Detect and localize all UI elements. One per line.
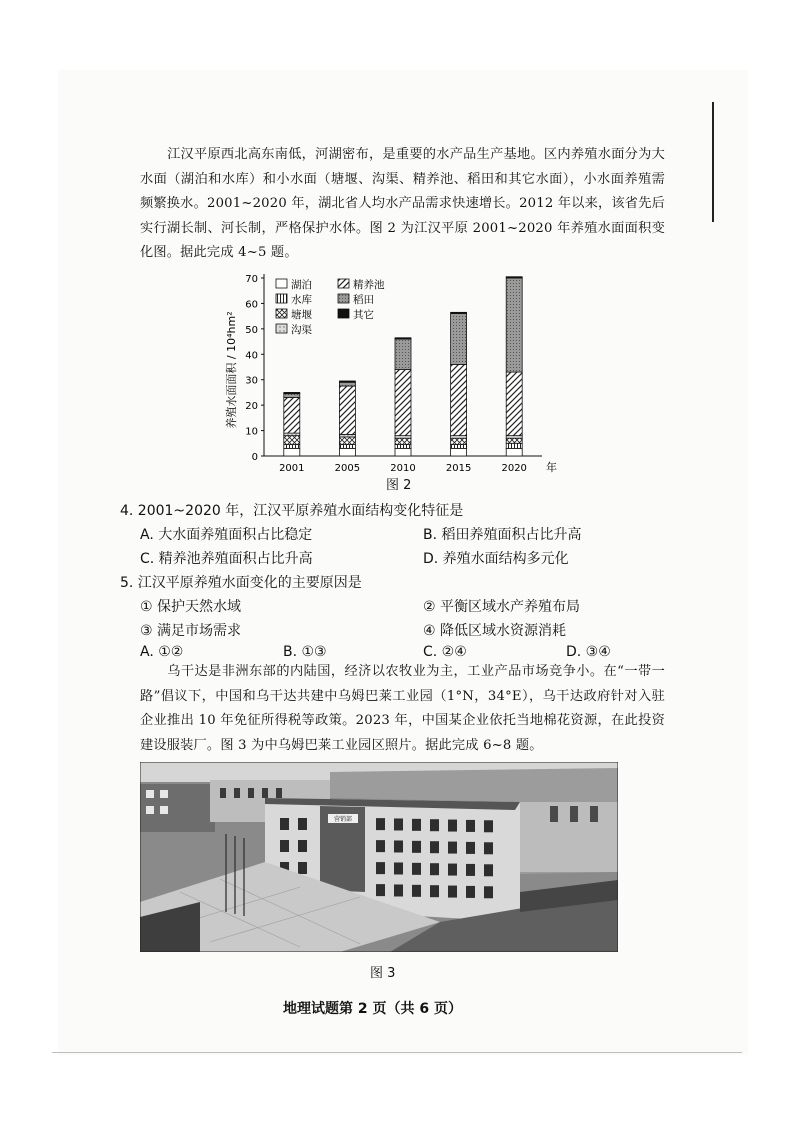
- building-window: [466, 820, 475, 832]
- q5-statement-3: ③ 满足市场需求: [140, 623, 242, 639]
- building-window: [394, 818, 403, 830]
- x-tick-label: 2010: [390, 463, 416, 474]
- bar-segment: [506, 438, 522, 443]
- building-window: [394, 884, 403, 896]
- bar-segment: [339, 445, 355, 449]
- bar-segment: [451, 438, 467, 444]
- bar-segment: [506, 443, 522, 448]
- q5-statement-2: ② 平衡区域水产养殖布局: [423, 599, 581, 615]
- bar-segment: [395, 448, 411, 456]
- x-tick-label: 2005: [334, 463, 361, 474]
- q5-option-d: D. ③④: [566, 644, 611, 660]
- y-axis-label: 养殖水面面积 / 10⁴hm²: [225, 311, 238, 429]
- building-window: [394, 840, 403, 852]
- bar-segment: [451, 445, 467, 449]
- building-window: [298, 840, 307, 852]
- building-window: [394, 862, 403, 874]
- bar-segment: [395, 339, 411, 370]
- q5-statement-1: ① 保护天然水域: [140, 599, 242, 615]
- question-4-stem: 4. 2001~2020 年，江汉平原养殖水面结构变化特征是: [120, 503, 464, 519]
- legend-swatch: [338, 309, 349, 318]
- x-tick-label: 2001: [279, 463, 305, 474]
- legend-swatch: [276, 309, 287, 318]
- bar-segment: [284, 392, 300, 393]
- bar-segment: [284, 445, 300, 449]
- building-window: [376, 818, 385, 830]
- passage-1-text: 江汉平原西北高东南低，河湖密布，是重要的水产品生产基地。区内养殖水面分为大水面（湖泊和水库）和小水面（塘堰、沟渠、精养池、稻田和其它水面），小水面养殖需频繁换水。2001~2020 年，湖北省人均水产品需求快速增长。2012 年以来，该省先后实行湖长制、河长制，严格保护水体。图 2 为江汉平原 2001~2020 年养殖水面面积变化图。据此完成 4~5 题。: [140, 147, 665, 261]
- bar-segment: [506, 372, 522, 436]
- bar-segment: [339, 448, 355, 456]
- bar-segment: [451, 364, 467, 435]
- building-window: [448, 864, 457, 876]
- legend-swatch: [338, 294, 349, 303]
- bar-segment: [339, 381, 355, 382]
- bar-segment: [339, 386, 355, 434]
- bar-segment: [339, 382, 355, 386]
- building-window: [298, 862, 307, 874]
- bar-segment: [395, 445, 411, 449]
- q4-option-b: B. 稻田养殖面积占比升高: [423, 527, 582, 543]
- scan-edge-line: [712, 102, 714, 222]
- building-window: [466, 886, 475, 898]
- figure-3-caption: 图 3: [370, 966, 396, 981]
- q5-option-c: C. ②④: [423, 644, 467, 660]
- building-window: [484, 820, 493, 832]
- figure-2-caption: 图 2: [386, 478, 412, 493]
- bar-segment: [506, 277, 522, 278]
- legend-swatch: [276, 324, 287, 333]
- building-window: [280, 818, 289, 830]
- bar-segment: [395, 438, 411, 444]
- legend-label: 其它: [353, 309, 374, 321]
- bar-segment: [284, 398, 300, 434]
- building-window: [430, 841, 439, 853]
- bar-segment: [339, 437, 355, 445]
- q5-statement-4: ④ 降低区域水资源消耗: [423, 623, 567, 639]
- question-5-stem: 5. 江汉平原养殖水面变化的主要原因是: [120, 575, 362, 591]
- y-tick-label: 50: [245, 324, 258, 336]
- building-window: [412, 885, 421, 897]
- building-window: [448, 820, 457, 832]
- building-window: [412, 819, 421, 831]
- passage-1: [140, 143, 665, 266]
- legend-swatch: [338, 279, 349, 288]
- bar-segment: [284, 436, 300, 445]
- bar-segment: [284, 448, 300, 456]
- figure-3-photo: [140, 762, 618, 952]
- legend-label: 沟渠: [291, 324, 312, 336]
- building-window: [430, 863, 439, 875]
- legend-swatch: [276, 279, 287, 288]
- bar-segment: [451, 312, 467, 313]
- bar-segment: [506, 448, 522, 456]
- y-tick-label: 0: [251, 452, 258, 463]
- legend-swatch: [276, 294, 287, 303]
- q4-option-a: A. 大水面养殖面积占比稳定: [140, 527, 313, 543]
- building-window: [466, 842, 475, 854]
- y-tick-label: 20: [245, 401, 258, 413]
- bar-segment: [451, 448, 467, 456]
- q4-option-c: C. 精养池养殖面积占比升高: [140, 551, 313, 567]
- bar-segment: [506, 278, 522, 372]
- x-tick-label: 2015: [445, 463, 472, 474]
- bar-segment: [284, 394, 300, 398]
- bar-segment: [395, 370, 411, 436]
- building-window: [466, 864, 475, 876]
- page-footer: 地理试题第 2 页（共 6 页）: [283, 1001, 462, 1017]
- x-axis-unit: 年: [546, 461, 557, 474]
- legend-label: 精养池: [353, 279, 385, 291]
- bar-segment: [451, 314, 467, 365]
- q5-option-b: B. ①③: [283, 644, 327, 660]
- figure-2-chart: [222, 265, 562, 475]
- y-tick-label: 60: [245, 299, 258, 311]
- building-window: [376, 862, 385, 874]
- passage-2: [140, 660, 665, 758]
- building-window: [412, 841, 421, 853]
- building-window: [298, 818, 307, 830]
- building-window: [376, 840, 385, 852]
- legend-label: 稻田: [353, 294, 374, 306]
- y-tick-label: 30: [245, 375, 258, 387]
- q5-option-a: A. ①②: [140, 644, 184, 660]
- building-window: [448, 842, 457, 854]
- y-tick-label: 70: [245, 274, 258, 285]
- y-tick-label: 40: [245, 350, 258, 362]
- legend-label: 塘堰: [291, 309, 312, 321]
- legend-label: 湖泊: [291, 279, 312, 291]
- y-tick-label: 10: [245, 426, 258, 438]
- building-window: [430, 819, 439, 831]
- building-window: [448, 886, 457, 898]
- passage-2-text: 乌干达是非洲东部的内陆国，经济以农牧业为主，工业产品市场竞争小。在“一带一路”倡议下，中国和乌干达共建中乌姆巴莱工业园（1°N，34°E），乌干达政府针对入驻企业推出 10 年免征所得税等政策。2023 年，中国某企业依托当地棉花资源，在此投资建设服装厂。图 3 为中乌姆巴莱工业园区照片。据此完成 6~8 题。: [140, 664, 665, 753]
- building-window: [484, 864, 493, 876]
- building-window: [376, 884, 385, 896]
- building-window: [484, 886, 493, 898]
- q4-option-d: D. 养殖水面结构多元化: [423, 551, 569, 567]
- x-tick-label: 2020: [501, 463, 527, 474]
- building-window: [484, 842, 493, 854]
- bottom-rule: [52, 1052, 742, 1053]
- building-window: [280, 840, 289, 852]
- bar-segment: [395, 338, 411, 339]
- photo-sign-text: 营销部: [333, 816, 353, 823]
- building-window: [430, 885, 439, 897]
- building-window: [412, 863, 421, 875]
- legend-label: 水库: [291, 294, 312, 306]
